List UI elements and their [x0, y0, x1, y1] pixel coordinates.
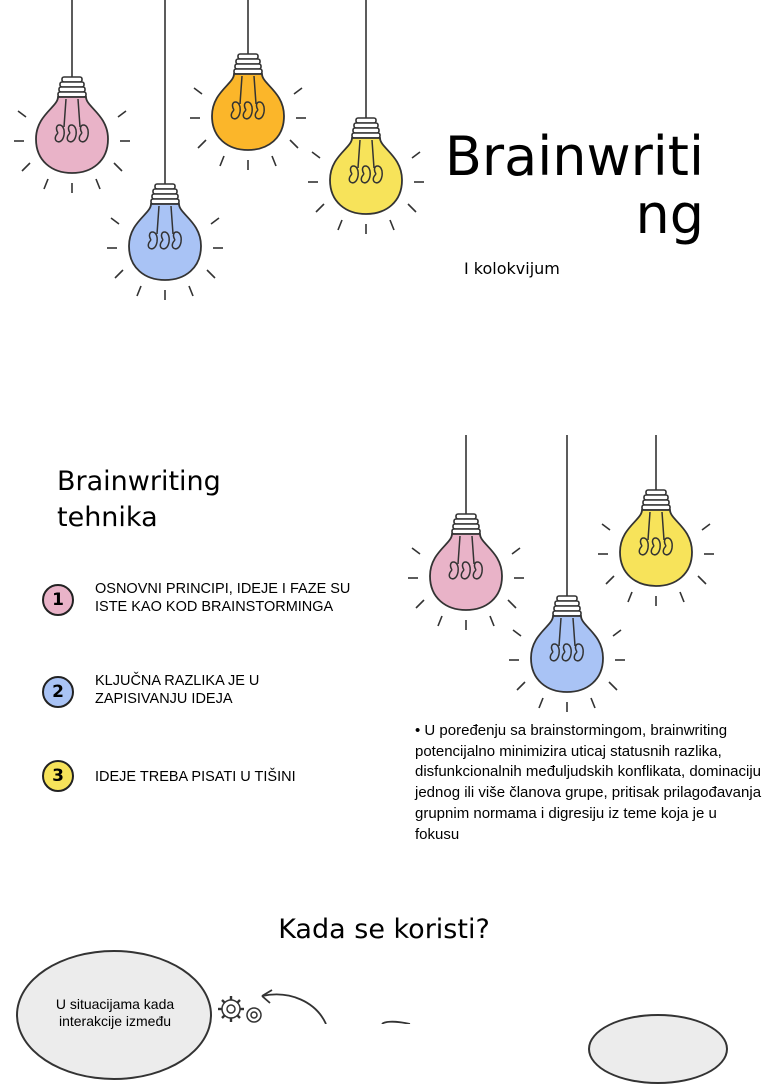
arrow-icon — [262, 994, 326, 1024]
slide1-title: Brainwriti ng — [444, 125, 704, 246]
slide3-title: Kada se koristi? — [278, 914, 490, 945]
slide1-subtitle: I kolokvijum — [464, 259, 560, 278]
speech-bubble — [588, 1014, 728, 1084]
lightbulb-icon — [509, 596, 625, 712]
gears-icon — [218, 996, 261, 1022]
comparison-paragraph: • U poređenju sa brainstormingom, brainwriting potencijalno minimizira uticaj statusnih razlika, disfunkcionalnih međuljudskih konflikata, dominaciju jednog ili više članova grupe, pritisak prilagođavanja grupnim normama i digresiju iz teme koja je u fokusu — [415, 722, 762, 843]
list-item: KLJUČNA RAZLIKA JE U ZAPISIVANJU IDEJA — [95, 673, 260, 707]
bubble-text: U situacijama kada interakcije između — [55, 996, 175, 1029]
lightbulb-icon — [408, 514, 524, 630]
item-number-badge: 3 — [42, 760, 74, 792]
list-item: IDEJE TREBA PISATI U TIŠINI — [95, 769, 296, 785]
list-item: OSNOVNI PRINCIPI, IDEJE I FAZE SU ISTE KAO KOD BRAINSTORMINGA — [95, 581, 351, 615]
lightbulb-icon — [107, 184, 223, 300]
lightbulb-icon — [14, 77, 130, 193]
item-number-badge: 1 — [42, 584, 74, 616]
item-number-badge: 2 — [42, 676, 74, 708]
slide2-title: Brainwriting tehnika — [57, 466, 221, 533]
lightbulb-icon — [598, 490, 714, 606]
lightbulb-icon — [190, 54, 306, 170]
lightbulb-icon — [308, 118, 424, 234]
